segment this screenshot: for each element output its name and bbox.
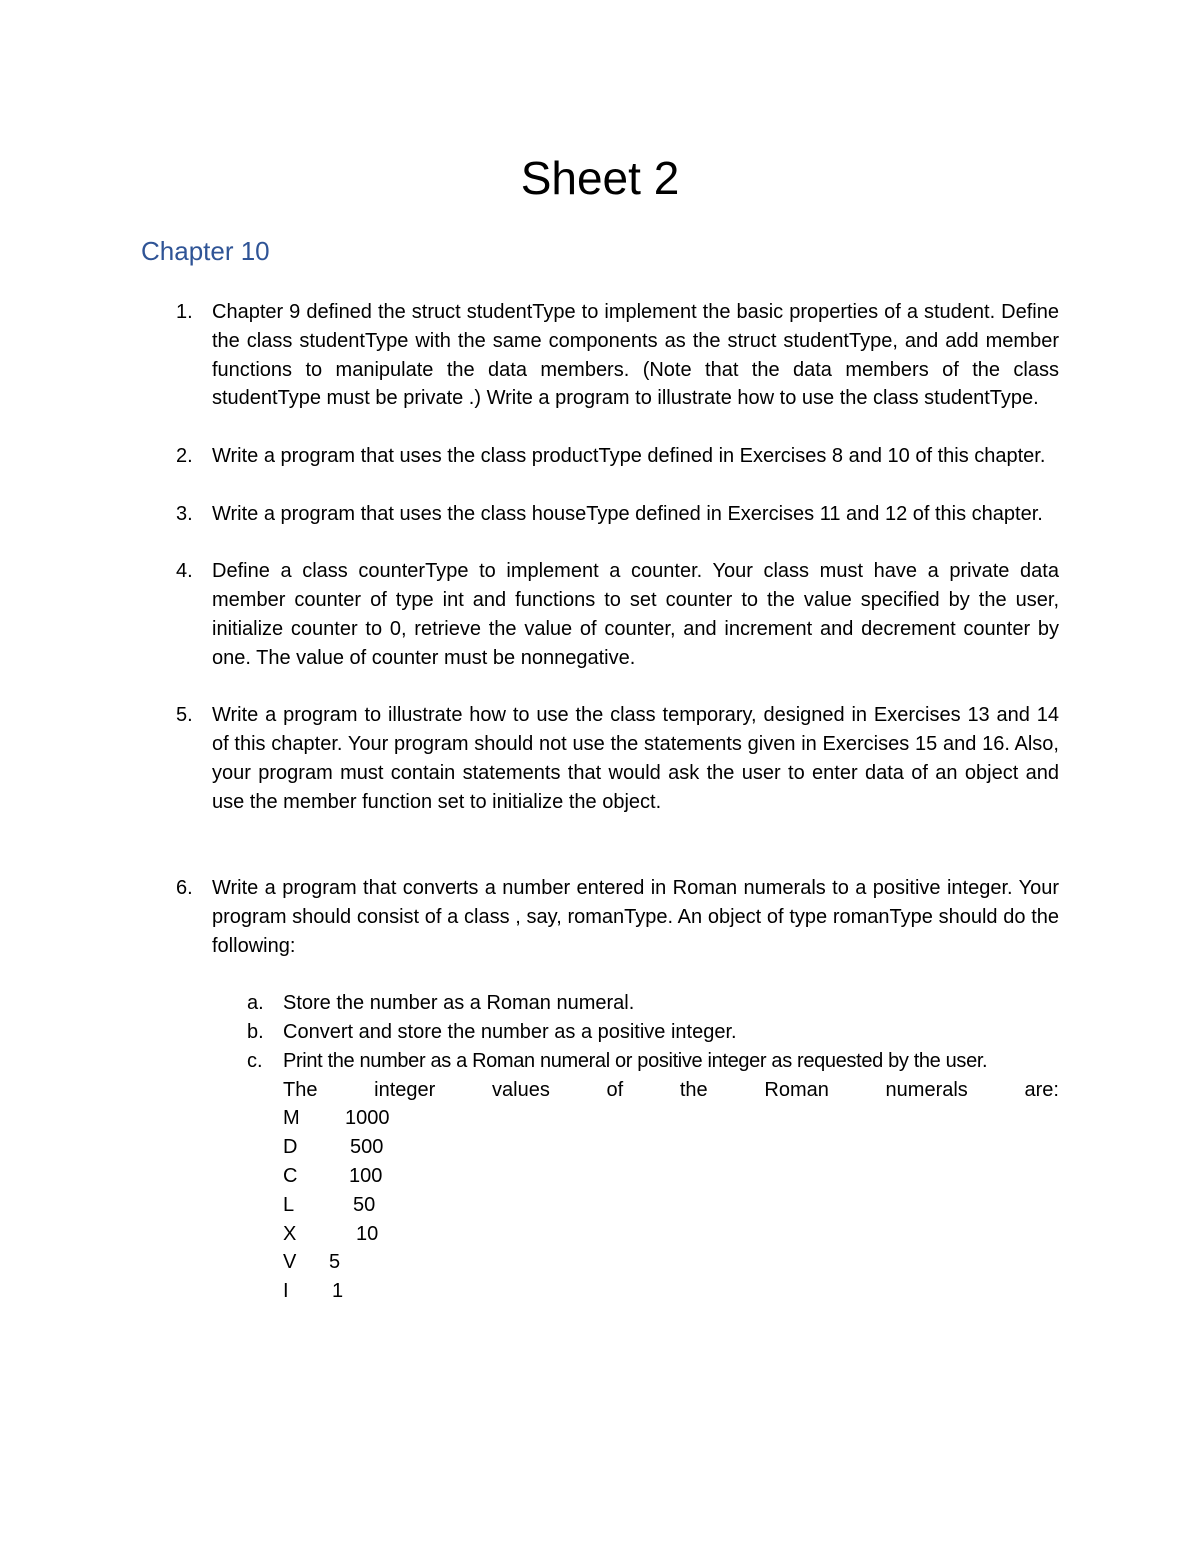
sub-item-c (212, 1047, 1059, 1306)
exercise-4 (141, 557, 1059, 672)
sub-item-a (212, 989, 1059, 1018)
chapter-heading: Chapter 10 (141, 236, 270, 266)
intro-word: values (492, 1078, 550, 1101)
exercise-text: Write a program that uses the class productType defined in Exercises 8 and 10 of this chapter. (212, 444, 1046, 467)
numeral-row (283, 1191, 1059, 1220)
sub-item-b (212, 1018, 1059, 1047)
page-title: Sheet 2 (520, 152, 680, 204)
numeral-value: 10 (356, 1222, 379, 1245)
exercise-5 (141, 701, 1059, 816)
exercise-number: 1. (176, 301, 193, 323)
numeral-value: 5 (329, 1251, 341, 1274)
numeral-symbol: D (283, 1136, 298, 1159)
numeral-value: 500 (350, 1136, 384, 1159)
exercise-3 (141, 500, 1059, 529)
roman-numeral-table (283, 1104, 1059, 1306)
intro-word: The (283, 1078, 318, 1101)
exercise-number: 4. (176, 560, 193, 583)
numeral-symbol: V (283, 1251, 297, 1274)
numeral-value: 100 (349, 1164, 383, 1187)
numeral-row (283, 1162, 1059, 1191)
numerals-intro (283, 1076, 1059, 1105)
numeral-row (283, 1277, 1059, 1306)
intro-word: Roman (764, 1078, 829, 1101)
numeral-row (283, 1248, 1059, 1277)
exercise-number: 6. (176, 876, 193, 899)
sub-item-letter: c. (247, 1049, 263, 1072)
numeral-row (283, 1220, 1059, 1249)
sub-item-letter: b. (247, 1020, 264, 1043)
numeral-symbol: X (283, 1222, 297, 1245)
exercise-list (141, 298, 1059, 1306)
intro-word: are: (1024, 1078, 1059, 1101)
sub-item-text: Store the number as a Roman numeral. (283, 992, 635, 1015)
sub-item-text: Convert and store the number as a positive integer. (283, 1020, 737, 1043)
numeral-symbol: L (283, 1193, 295, 1216)
exercise-text: Chapter 9 defined the struct studentType to implement the basic properties of a student. Define the class studentType with the same components as the struct studentType, and add member functions to manipulate the data members. (Note that the data members of the class studentType must be private .) Write a program to illustrate how to use the class studentType. (212, 301, 1059, 410)
intro-word: of (606, 1078, 624, 1101)
exercise-number: 3. (176, 502, 193, 525)
intro-word: numerals (885, 1078, 968, 1101)
exercise-text: Write a program that uses the class houseType defined in Exercises 11 and 12 of this chapter. (212, 502, 1043, 525)
exercise-number: 2. (176, 444, 193, 467)
sub-item-text: Print the number as a Roman numeral or positive integer as requested by the user. (283, 1049, 988, 1072)
exercise-text: Write a program to illustrate how to use the class temporary, designed in Exercises 13 and 14 of this chapter. Your program should not use the statements given in Exercises 15 and 16. Also, your program must contain statements that would ask the user to enter data of an object and use the member function set to initialize the object. (212, 704, 1059, 813)
exercise-text: Write a program that converts a number entered in Roman numerals to a positive integer. Your program should consist of a class , say, romanType. An object of type romanType should do the following: (212, 876, 1059, 957)
exercise-text: Define a class counterType to implement a counter. Your class must have a private data member counter of type int and functions to set counter to the value specified by the user, initialize counter to 0, retrieve the value of counter, and increment and decrement counter by one. The value of counter must be nonnegative. (212, 560, 1059, 669)
exercise-6 (141, 874, 1059, 1306)
numeral-value: 1000 (345, 1107, 390, 1130)
sub-list (212, 989, 1059, 1306)
intro-word: the (679, 1078, 708, 1101)
numeral-symbol: C (283, 1164, 298, 1187)
numeral-value: 1 (332, 1280, 344, 1303)
numeral-value: 50 (353, 1193, 376, 1216)
intro-word: integer (374, 1078, 436, 1101)
numeral-symbol: I (283, 1280, 289, 1303)
numeral-row (283, 1104, 1059, 1133)
exercise-1 (141, 298, 1059, 413)
numeral-symbol: M (283, 1107, 300, 1130)
sub-item-letter: a. (247, 992, 264, 1015)
exercise-2 (141, 442, 1059, 471)
exercise-number: 5. (176, 704, 193, 727)
numeral-row (283, 1133, 1059, 1162)
